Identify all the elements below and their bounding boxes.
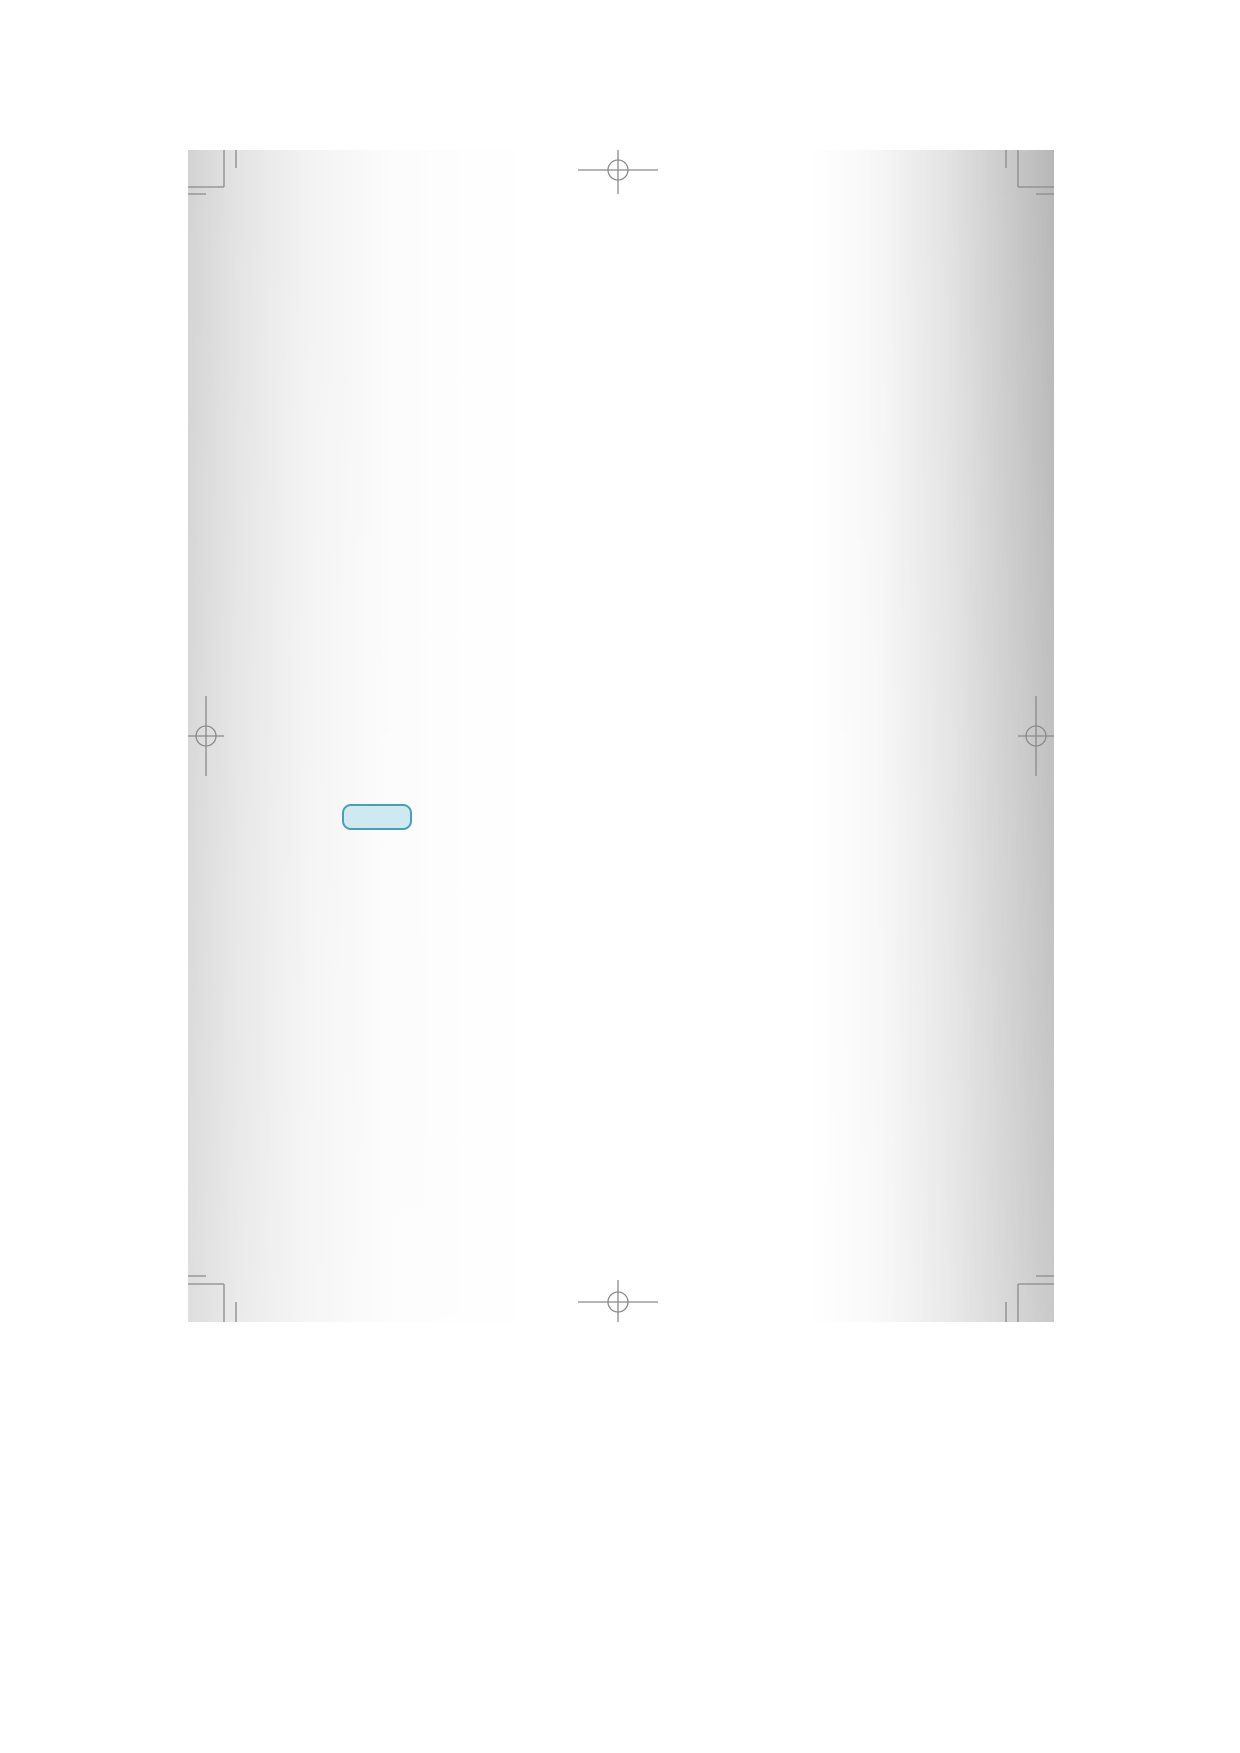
chapter-tab [933, 968, 955, 982]
sidebar-header [306, 802, 918, 830]
sidebar-wave-bottom [306, 1166, 918, 1178]
crop-marks [188, 150, 1054, 1322]
sidebar-title [342, 804, 412, 830]
book-page [188, 150, 1054, 1322]
